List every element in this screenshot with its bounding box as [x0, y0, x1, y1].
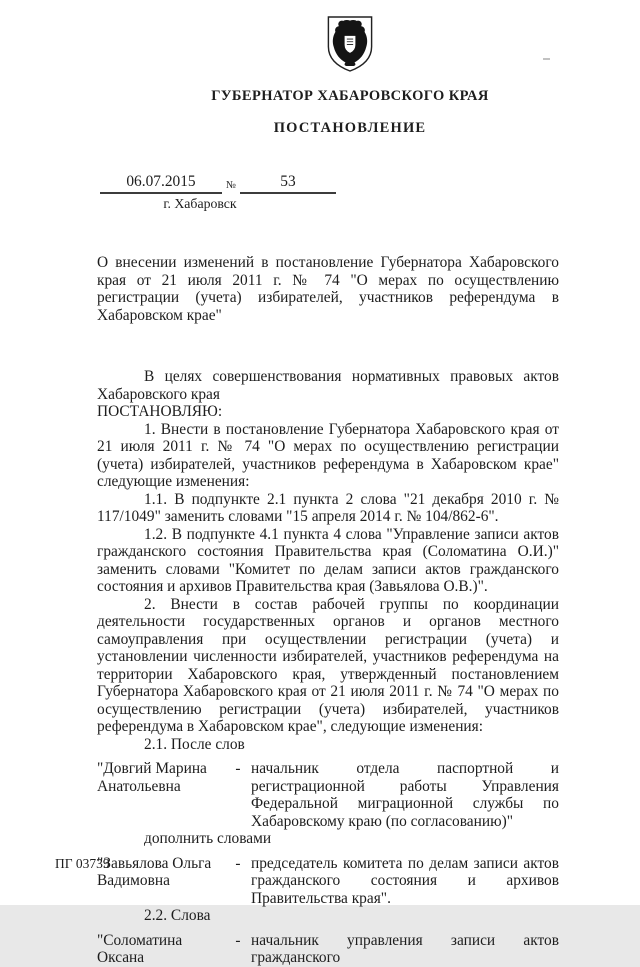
member-name: "Довгий Марина Анатольевна	[97, 760, 207, 795]
member-name: "Завьялова Ольга Вадимовна	[97, 854, 212, 889]
number-value: 53	[240, 173, 336, 194]
paragraph-2: 2. Внести в состав рабочей группы по координации деятельности государственных органов и органов местного самоуправления при осуществлении регистрации (учета) и установлении численности избирателей, участников референдума на территории Хабаровского края, утвержденный постановлением Губернатора Хабаровского края от 21 июля 2011 г. № 74 "О мерах по осуществлению регистрации (учета) избирателей, участников референдума в Хабаровском крае", следующие изменения:	[97, 595, 559, 735]
city-label: г. Хабаровск	[163, 196, 237, 211]
doc-type-title: ПОСТАНОВЛЕНИЕ	[273, 120, 427, 136]
member-role: председатель комитета по делам записи актов гражданского состояния и архивов Правительства края".	[251, 854, 559, 907]
add-words-label: дополнить словами	[144, 830, 272, 847]
member-row-zavyalova	[97, 855, 559, 908]
authority-title: ГУБЕРНАТОР ХАБАРОВСКОГО КРАЯ	[211, 88, 489, 104]
paragraph-1: 1. Внести в постановление Губернатора Хабаровского края от 21 июля 2011 г. № 74 "О мерах по осуществлению регистрации (учета) избирателей, участников референдума в Хабаровском крае" следующие изменения:	[97, 420, 559, 490]
document-header	[60, 0, 640, 137]
scan-artifact	[543, 58, 550, 60]
subject-paragraph: О внесении изменений в постановление Губернатора Хабаровского края от 21 июля 2011 г. № 74 "О мерах по осуществлению регистрации (учета) избирателей, участников референдума в Хабаровском крае"	[97, 254, 559, 324]
dash-separator: -	[235, 931, 241, 949]
number-sign: №	[225, 180, 237, 191]
footer-code: ПГ 03739	[55, 856, 110, 871]
coat-of-arms-icon	[323, 14, 377, 74]
paragraph-intro: В целях совершенствования нормативных правовых актов Хабаровского края	[97, 368, 559, 403]
paragraph-2-1: 2.1. После слов	[144, 735, 245, 753]
requisites-block	[100, 173, 340, 212]
member-row-solomatina	[97, 932, 559, 967]
dash-separator: -	[235, 760, 241, 777]
member-row-dovgiy	[97, 760, 559, 830]
paragraph-1-2: 1.2. В подпункте 4.1 пункта 4 слова "Управление записи актов гражданского состояния Правительства края (Соломатина О.И.)" заменить словами "Комитет по делам записи актов гражданского состояния и архивов Правительства края (Завьялова О.В.)".	[97, 525, 559, 595]
document-body	[97, 368, 559, 967]
paragraph-1-1: 1.1. В подпункте 2.1 пункта 2 слова "21 декабря 2010 г. № 117/1049" заменить словами "15 апреля 2014 г. № 104/862-6".	[97, 490, 559, 525]
member-name: "Соломатина Оксана	[97, 931, 183, 966]
date-value: 06.07.2015	[100, 173, 222, 194]
paragraph-2-2: 2.2. Слова	[144, 907, 211, 924]
dash-separator: -	[235, 854, 241, 872]
member-role: начальник отдела паспортной и регистрационной работы Управления Федеральной миграционной службы по Хабаровскому краю (по согласованию)"	[251, 760, 559, 830]
resolve-label: ПОСТАНОВЛЯЮ:	[97, 403, 223, 420]
member-role: начальник управления записи актов гражданского	[251, 931, 559, 966]
